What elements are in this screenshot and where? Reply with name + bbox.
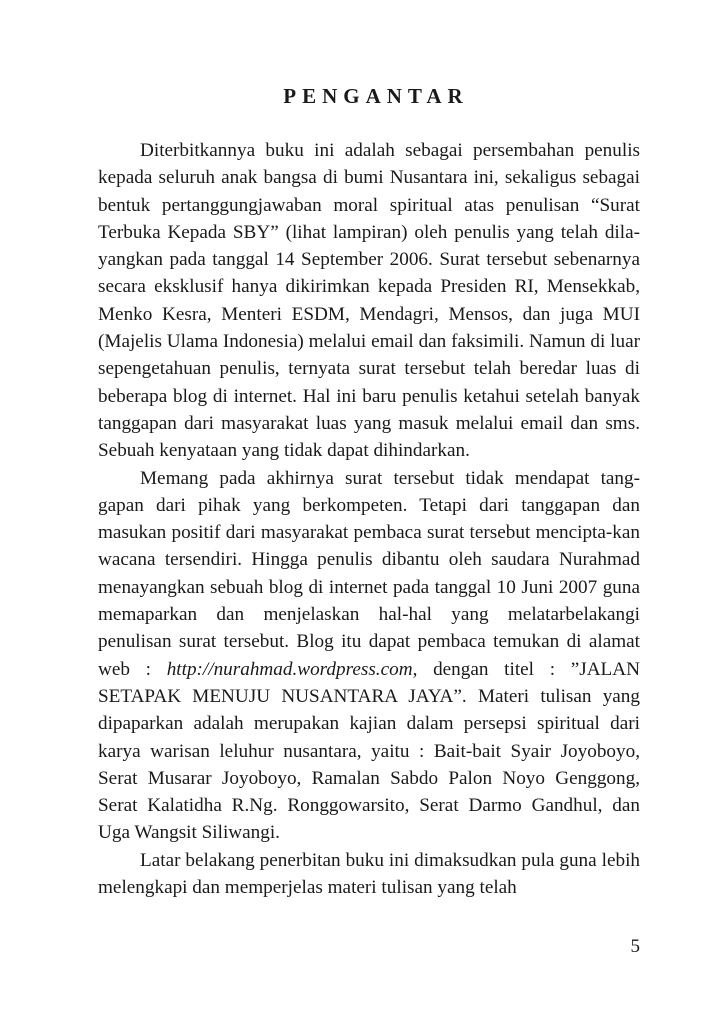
paragraph-1: Diterbitkannya buku ini adalah sebagai persembahan penulis kepada seluruh anak bangsa di bumi Nusantara ini, sekaligus sebagai bentuk pertanggungjawaban moral spiritual atas penulisan “Surat Terbuka Kepada SBY” (lihat lampiran) oleh penulis yang telah dila-yangkan pada tanggal 14 September 2006. Surat tersebut sebenarnya secara eksklusif hanya dikirimkan kepada Presiden RI, Mensekkab, Menko Kesra, Menteri ESDM, Mendagri, Mensos, dan juga MUI (Majelis Ulama Indonesia) melalui email dan faksimili. Namun di luar sepengetahuan penulis, ternyata surat tersebut telah beredar luas di beberapa blog di internet. Hal ini baru penulis ketahui setelah banyak tanggapan dari masyarakat luas yang masuk melalui email dan sms. Sebuah kenyataan yang tidak dapat dihindarkan.: [98, 140, 640, 462]
page-content: [98, 84, 640, 901]
blog-url: http://nurahmad.wordpress.com: [166, 658, 413, 680]
paragraph-2-text-before-url: Memang pada akhirnya surat tersebut tidak mendapat tang-gapan dari pihak yang berkompeten. Tetapi dari tanggapan dan masukan positif dari masyarakat pembaca surat tersebut mencipta-kan wacana tersendiri. Hingga penulis dibantu oleh saudara Nurahmad menayangkan sebuah blog di internet pada tanggal 10 Juni 2007 guna memaparkan dan menjelaskan hal-hal yang melatarbelakangi penulisan surat tersebut. Blog itu dapat pembaca temukan di alamat web :: [98, 467, 640, 680]
paragraph-3: Latar belakang penerbitan buku ini dimaksudkan pula guna lebih melengkapi dan memperjelas materi tulisan yang telah: [98, 849, 640, 899]
paragraph-2-text-after-url: , dengan titel : ”JALAN SETAPAK MENUJU NUSANTARA JAYA”. Materi tulisan yang dipaparkan adalah merupakan kajian dalam persepsi spiritual dari karya warisan leluhur nusantara, yaitu : Bait-bait Syair Joyoboyo, Serat Musarar Joyoboyo, Ramalan Sabdo Palon Noyo Genggong, Serat Kalatidha R.Ng. Ronggowarsito, Serat Darmo Gandhul, dan Uga Wangsit Siliwangi.: [98, 658, 640, 844]
page-number: 5: [630, 936, 640, 957]
paragraph-2: [98, 465, 640, 847]
page-title: PENGANTAR: [283, 84, 469, 108]
